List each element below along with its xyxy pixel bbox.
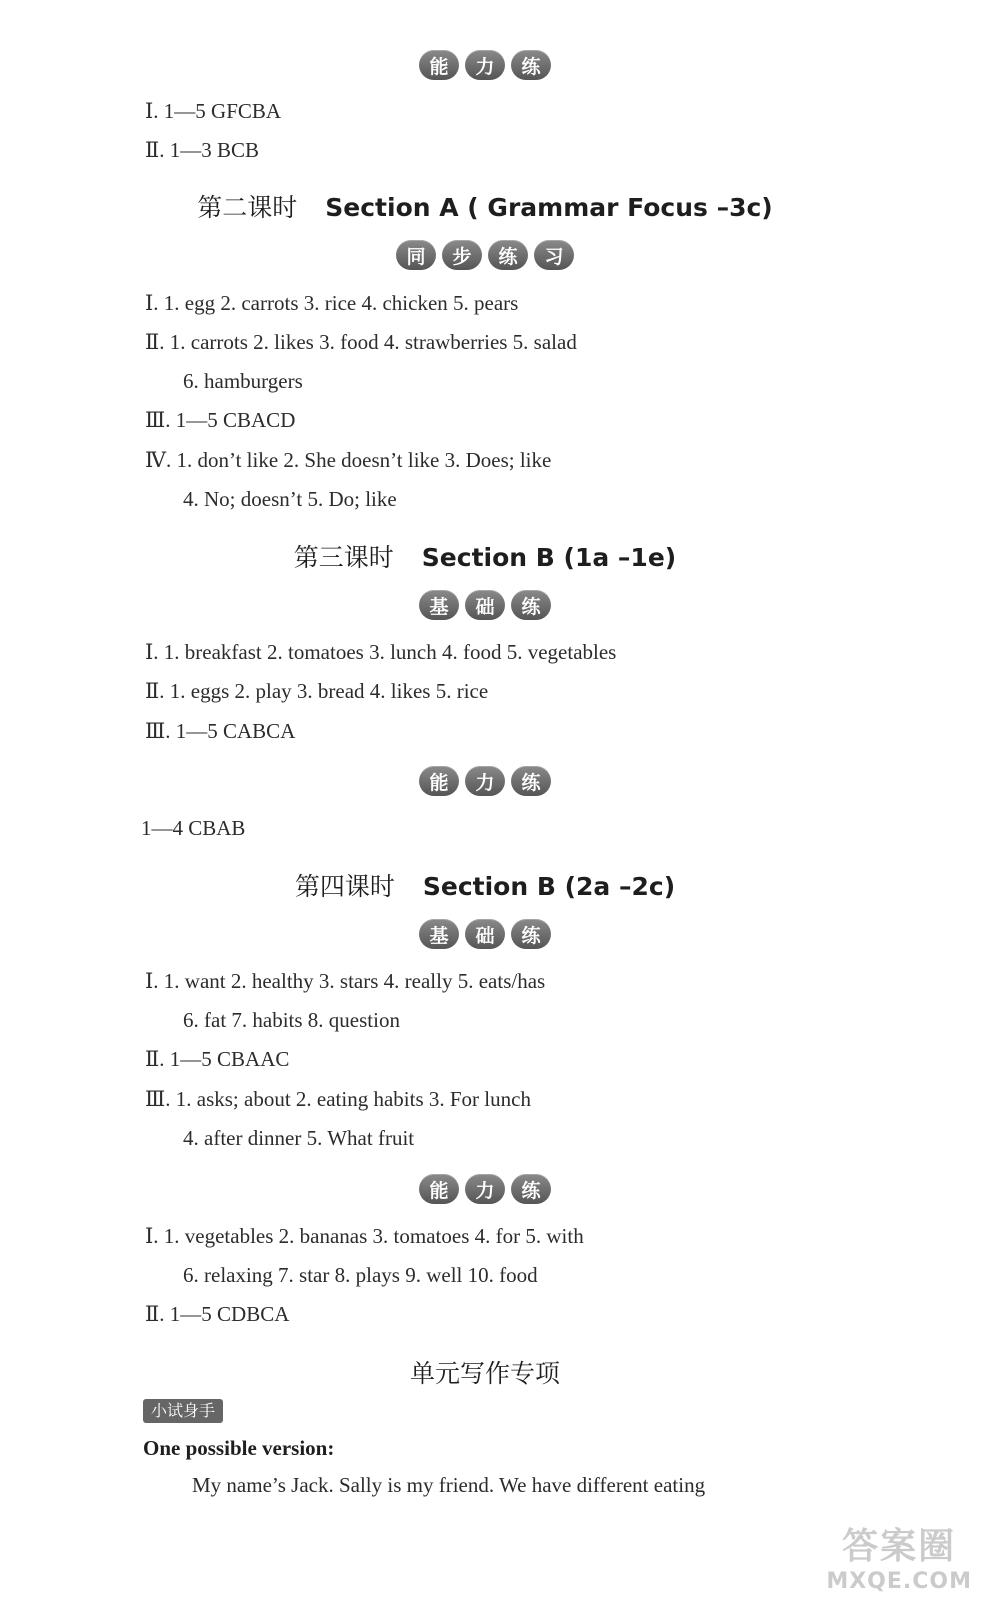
lesson-heading-en: Section A ( Grammar Focus –3c) — [325, 193, 773, 222]
badge-char: 础 — [465, 590, 505, 620]
badge-char: 能 — [419, 1174, 459, 1204]
answer-line: Ⅰ. 1. egg 2. carrots 3. rice 4. chicken 5. pears — [145, 291, 519, 315]
lesson-heading-cn: 第三课时 — [293, 543, 394, 572]
answer-line: Ⅳ. 1. don’t like 2. She doesn’t like 3. Does; like — [145, 448, 552, 472]
badge-char: 练 — [488, 240, 528, 270]
nengli-badge-row — [0, 1174, 970, 1204]
answer-line: Ⅰ. 1. want 2. healthy 3. stars 4. really 5. eats/has — [145, 969, 546, 993]
lesson-heading-en: Section B (2a –2c) — [422, 872, 676, 901]
lesson-heading-en: Section B (1a –1e) — [421, 543, 677, 572]
badge-char: 练 — [511, 50, 551, 80]
answer-line: Ⅰ. 1—5 GFCBA — [145, 99, 282, 123]
badge-char: 能 — [419, 766, 459, 796]
answer-line: Ⅰ. 1. vegetables 2. bananas 3. tomatoes 4. for 5. with — [145, 1224, 584, 1248]
section-tag: 小试身手 — [143, 1399, 223, 1423]
badge-char: 力 — [465, 50, 505, 80]
lesson-heading — [0, 538, 970, 574]
answer-line: 6. relaxing 7. star 8. plays 9. well 10. food — [183, 1263, 538, 1287]
badge-char: 练 — [511, 919, 551, 949]
tongbu-badge-row — [0, 240, 970, 270]
answer-line: Ⅱ. 1—5 CBAAC — [145, 1047, 290, 1071]
lesson-heading — [0, 188, 970, 224]
unit-writing-title: 单元写作专项 — [409, 1359, 560, 1388]
watermark-cn: 答案圈 — [842, 1526, 957, 1567]
badge-char: 同 — [396, 240, 436, 270]
jichu-badge-row — [0, 919, 970, 949]
badge-char: 练 — [511, 766, 551, 796]
nengli-badge-row — [0, 50, 970, 80]
badge-char: 基 — [419, 590, 459, 620]
lesson-heading — [0, 867, 970, 903]
nengli-badge-row — [0, 766, 970, 796]
version-label: One possible version: — [143, 1436, 335, 1460]
lesson-heading-cn: 第四课时 — [294, 872, 395, 901]
site-watermark — [826, 1518, 972, 1594]
badge-char: 力 — [465, 1174, 505, 1204]
lesson-heading-cn: 第二课时 — [197, 193, 298, 222]
badge-char: 力 — [465, 766, 505, 796]
badge-char: 练 — [511, 590, 551, 620]
answer-line: Ⅱ. 1. eggs 2. play 3. bread 4. likes 5. rice — [145, 679, 489, 703]
answer-line: 6. fat 7. habits 8. question — [183, 1008, 400, 1032]
badge-char: 能 — [419, 50, 459, 80]
essay-paragraph: My name’s Jack. Sally is my friend. We have different eating — [192, 1473, 706, 1497]
answer-line: Ⅲ. 1—5 CBACD — [145, 408, 296, 432]
badge-char: 步 — [442, 240, 482, 270]
answer-line: 4. after dinner 5. What fruit — [183, 1126, 415, 1150]
answer-line: Ⅱ. 1. carrots 2. likes 3. food 4. strawberries 5. salad — [145, 330, 577, 354]
watermark-en: MXQE.COM — [826, 1569, 972, 1594]
jichu-badge-row — [0, 590, 970, 620]
badge-char: 础 — [465, 919, 505, 949]
badge-char: 习 — [534, 240, 574, 270]
badge-char: 练 — [511, 1174, 551, 1204]
answer-line: Ⅱ. 1—3 BCB — [145, 138, 260, 162]
answer-line: Ⅰ. 1. breakfast 2. tomatoes 3. lunch 4. food 5. vegetables — [145, 640, 617, 664]
answer-line: Ⅲ. 1. asks; about 2. eating habits 3. For lunch — [145, 1087, 531, 1111]
answer-line: 1—4 CBAB — [141, 816, 246, 840]
answer-line: Ⅱ. 1—5 CDBCA — [145, 1302, 290, 1326]
answer-line: 6. hamburgers — [183, 369, 303, 393]
badge-char: 基 — [419, 919, 459, 949]
answer-line: Ⅲ. 1—5 CABCA — [145, 719, 296, 743]
answer-line: 4. No; doesn’t 5. Do; like — [183, 487, 397, 511]
